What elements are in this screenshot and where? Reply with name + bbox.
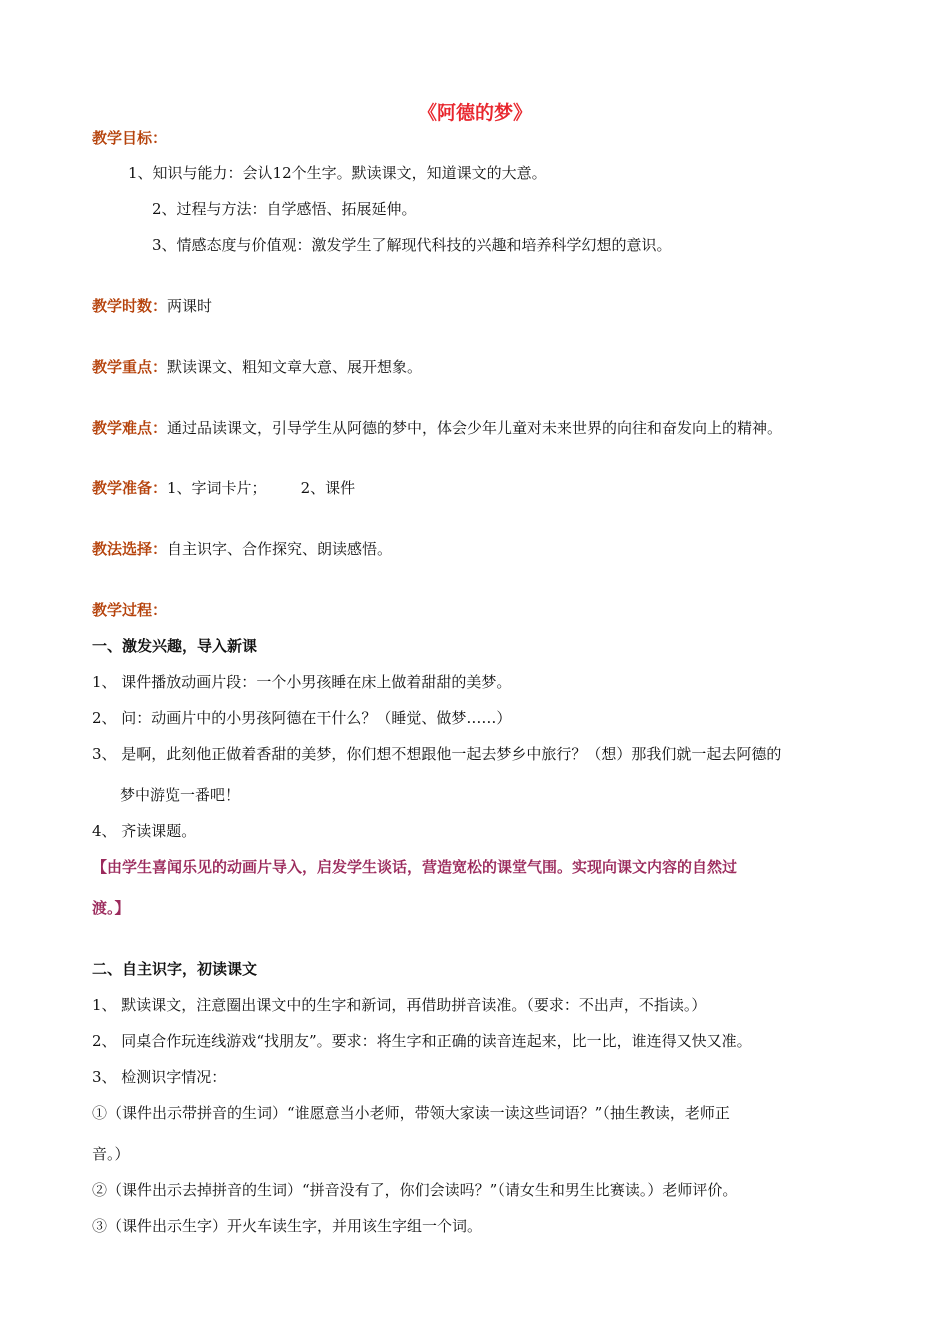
preparation-row xyxy=(92,478,890,498)
section-2-heading: 二、自主识字，初读课文 xyxy=(92,960,258,978)
hours-row xyxy=(92,296,890,316)
document-title: 《阿德的梦》 xyxy=(417,102,532,124)
section-2-item-3: 3、 检测识字情况： xyxy=(92,1068,227,1086)
objective-item-2: 2、过程与方法：自学感悟、拓展延伸。 xyxy=(152,200,417,218)
hours-value: 两课时 xyxy=(167,297,213,315)
key-points-row xyxy=(92,357,890,377)
section-2-subitem-1-cont: 音。） xyxy=(92,1145,130,1163)
section-2-item-2: 2、 同桌合作玩连线游戏“找朋友”。要求：将生字和正确的读音连起来，比一比，谁连得又快又准。 xyxy=(92,1032,752,1050)
process-row xyxy=(92,600,890,620)
section-2-subitem-3: ③（课件出示生字）开火车读生字，并用该生字组一个词。 xyxy=(92,1217,483,1235)
process-label: 教学过程： xyxy=(92,601,168,619)
section-1-note-line-1: 【由学生喜闻乐见的动画片导入，启发学生谈话，营造宽松的课堂气围。实现向课文内容的自然过 xyxy=(92,858,738,876)
section-1-item-2: 2、 问：动画片中的小男孩阿德在干什么？（睡觉、做梦……） xyxy=(92,709,512,727)
methods-row xyxy=(92,539,890,559)
hours-label: 教学时数： xyxy=(92,297,168,315)
key-points-value: 默读课文、粗知文章大意、展开想象。 xyxy=(167,358,423,376)
objectives-row xyxy=(92,128,890,148)
section-2-item-1: 1、 默读课文，注意圈出课文中的生字和新词，再借助拼音读准。（要求：不出声，不指读。） xyxy=(92,996,707,1014)
objectives-label: 教学目标： xyxy=(92,129,168,147)
preparation-item-1: 1、字词卡片； xyxy=(167,479,267,497)
section-1-note-line-2: 渡。】 xyxy=(92,899,130,917)
section-1-item-3: 3、 是啊，此刻他正做着香甜的美梦，你们想不想跟他一起去梦乡中旅行？（想）那我们就一起去阿德的 xyxy=(92,745,782,763)
methods-label: 教法选择： xyxy=(92,540,168,558)
objective-item-1: 1、知识与能力：会认12个生字。默读课文，知道课文的大意。 xyxy=(128,164,547,182)
section-1-item-1: 1、 课件播放动画片段：一个小男孩睡在床上做着甜甜的美梦。 xyxy=(92,673,512,691)
methods-value: 自主识字、合作探究、朗读感悟。 xyxy=(167,540,393,558)
section-1-heading: 一、激发兴趣，导入新课 xyxy=(92,637,258,655)
difficulties-value: 通过品读课文，引导学生从阿德的梦中，体会少年儿童对未来世界的向往和奋发向上的精神。 xyxy=(167,419,783,437)
preparation-label: 教学准备： xyxy=(92,479,168,497)
difficulties-label: 教学难点： xyxy=(92,419,168,437)
preparation-item-2: 2、课件 xyxy=(300,479,356,497)
section-2-subitem-1: ①（课件出示带拼音的生词）“谁愿意当小老师，带领大家读一读这些词语？”（抽生教读，老师正 xyxy=(92,1104,730,1122)
key-points-label: 教学重点： xyxy=(92,358,168,376)
section-2-subitem-2: ②（课件出示去掉拼音的生词）“拼音没有了，你们会读吗？”（请女生和男生比赛读。）老师评价。 xyxy=(92,1181,738,1199)
section-1-item-3-cont: 梦中游览一番吧！ xyxy=(120,786,241,804)
section-1-item-4: 4、 齐读课题。 xyxy=(92,822,197,840)
difficulties-row xyxy=(92,418,890,438)
objective-item-3: 3、情感态度与价值观：激发学生了解现代科技的兴趣和培养科学幻想的意识。 xyxy=(152,236,672,254)
